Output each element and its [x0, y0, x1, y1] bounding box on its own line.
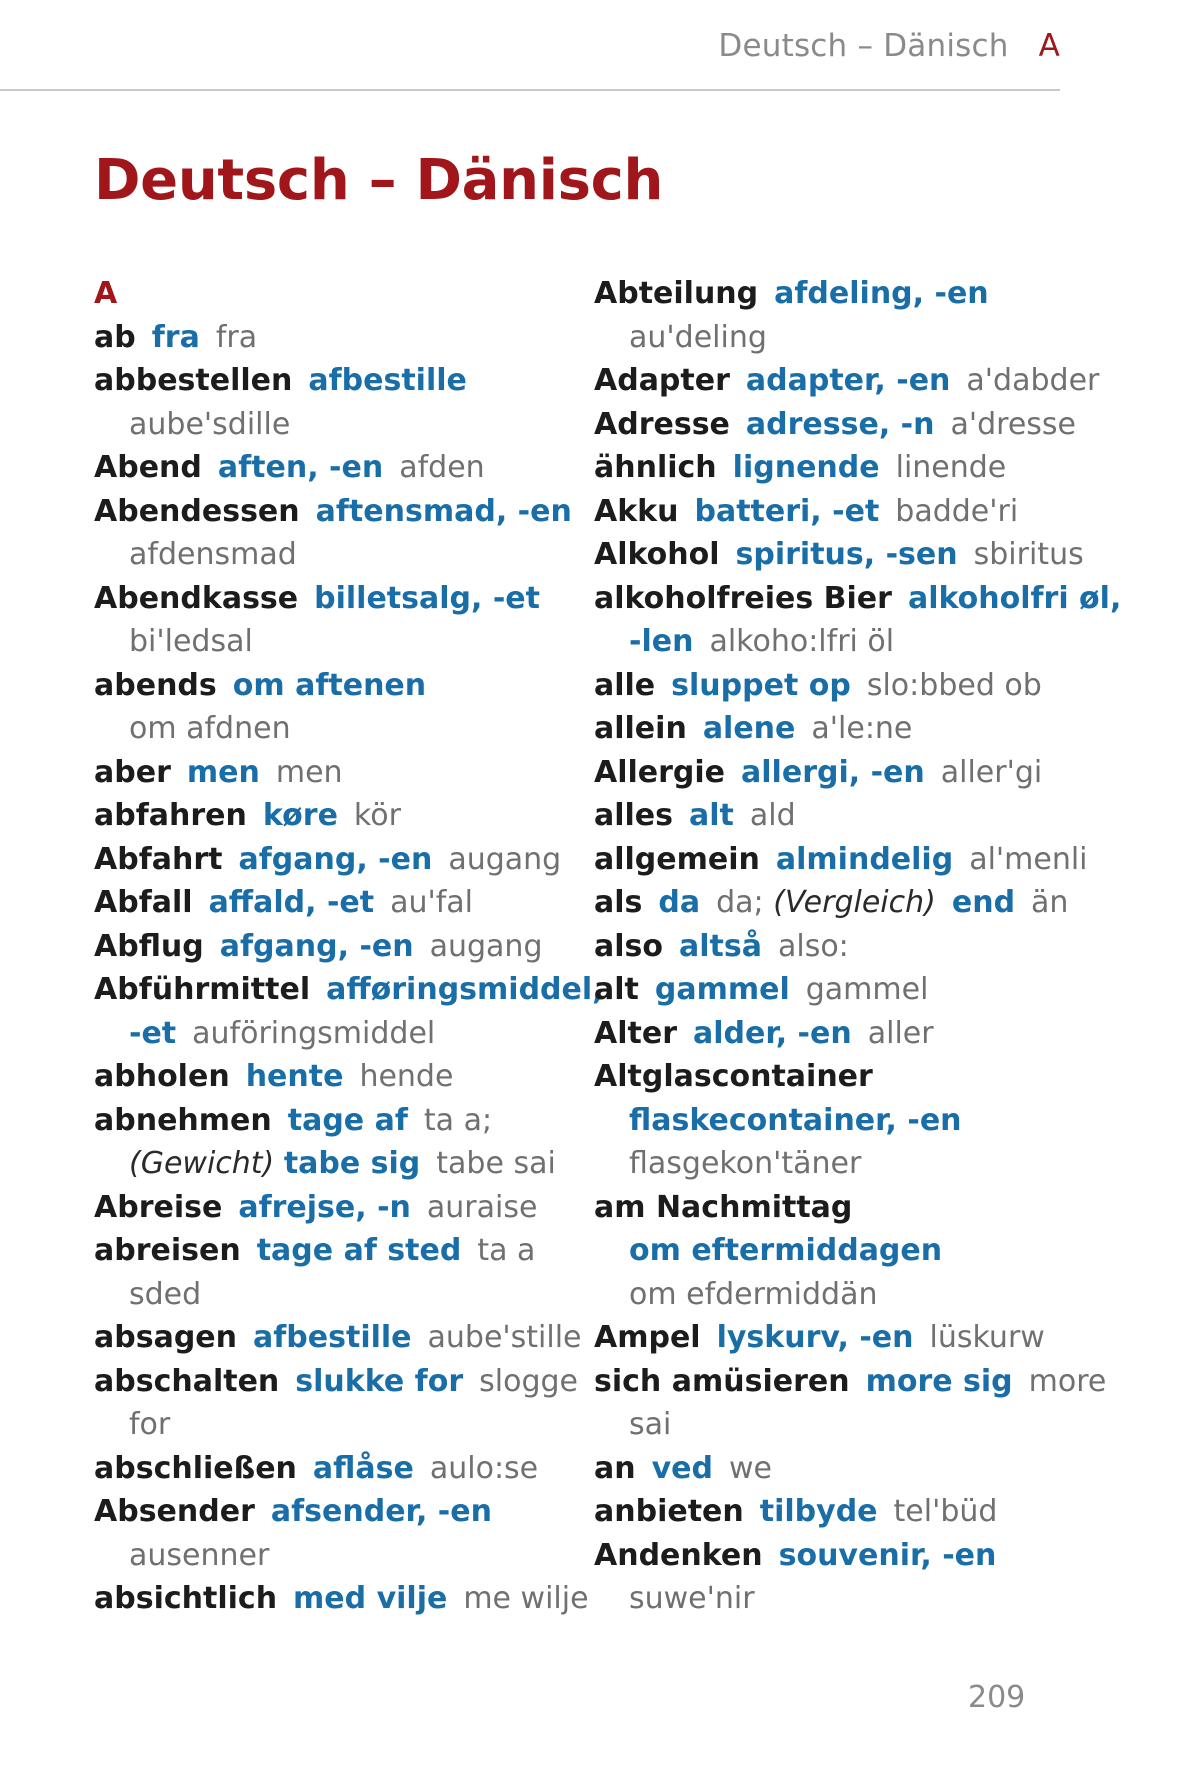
- entry-abschliessen: [94, 1447, 564, 1491]
- pronunciation: tel'büd: [893, 1494, 998, 1529]
- headword: abends: [94, 667, 217, 703]
- headword: Altglascontainer: [594, 1059, 873, 1094]
- headword: absichtlich: [94, 1581, 278, 1616]
- translation: afrejse, -n: [238, 1189, 411, 1225]
- translation-continued: -len: [629, 624, 694, 659]
- usage-note: (Gewicht): [129, 1146, 275, 1181]
- translation-alt: end: [951, 885, 1016, 920]
- translation: alene: [702, 711, 796, 746]
- pronunciation: al'menli: [969, 841, 1088, 877]
- pronunciation: alkoho:lfri öl: [709, 624, 895, 659]
- pronunciation: sbiritus: [973, 537, 1084, 572]
- translation: afbestille: [253, 1320, 412, 1355]
- entry-alkoholfreies-bier: [594, 577, 1122, 621]
- translation: aftensmad, -en: [315, 493, 572, 529]
- translation: spiritus, -sen: [735, 537, 958, 572]
- pronunciation: au'fal: [390, 885, 474, 920]
- headword: also: [594, 928, 663, 964]
- pronunciation-alt: tabe sai: [436, 1146, 556, 1181]
- entry-als: [594, 881, 1084, 925]
- translation: gammel: [654, 972, 790, 1007]
- headword: Adresse: [594, 406, 730, 442]
- header-rule: [0, 89, 1060, 91]
- headword: allein: [594, 711, 687, 746]
- entry-absagen: [94, 1316, 582, 1360]
- pronunciation: om efdermiddän: [629, 1276, 878, 1312]
- entry-altglascontainer: [594, 1055, 1084, 1099]
- translation: tage af: [287, 1102, 408, 1138]
- headword: alt: [594, 972, 639, 1007]
- translation: affald, -et: [208, 885, 375, 920]
- translation: altså: [679, 928, 762, 964]
- entry-allein: [594, 707, 1084, 751]
- headword: absagen: [94, 1320, 237, 1355]
- entry-andenken: [594, 1534, 1084, 1578]
- pronunciation: kör: [353, 798, 401, 833]
- pronunciation: flasgekon'täner: [629, 1146, 862, 1181]
- entry-adapter: [594, 359, 1100, 403]
- entry-absichtlich: [94, 1577, 589, 1621]
- headword: Akku: [594, 493, 679, 529]
- translation: om aftenen: [232, 667, 427, 703]
- translation: more sig: [865, 1363, 1013, 1399]
- usage-note: (Vergleich): [773, 885, 936, 920]
- translation: sluppet op: [671, 667, 851, 703]
- entry-abbestellen: [94, 359, 564, 403]
- pronunciation-continued: sai: [629, 1407, 672, 1442]
- page-title: Deutsch – Dänisch: [94, 148, 664, 213]
- entry-absender: [94, 1490, 564, 1534]
- translation: om eftermiddagen: [629, 1233, 943, 1268]
- headword: Abteilung: [594, 276, 759, 311]
- translation: alt: [689, 798, 734, 833]
- left-column: [94, 272, 604, 1621]
- entry-an: [594, 1447, 1084, 1491]
- translation: alkoholfri øl,: [907, 580, 1122, 616]
- entry-abfahrt: [94, 838, 564, 882]
- translation: alder, -en: [692, 1015, 852, 1051]
- translation: batteri, -et: [694, 493, 880, 529]
- translation-continued: -et: [129, 1015, 177, 1051]
- entry-adresse: [594, 403, 1084, 447]
- running-head-title: Deutsch – Dänisch: [718, 28, 1009, 64]
- entry-akku: [594, 490, 1084, 534]
- headword: allgemein: [594, 841, 760, 877]
- translation: almindelig: [775, 841, 954, 877]
- pronunciation-continued: for: [129, 1407, 171, 1442]
- right-column: [594, 272, 1122, 1621]
- pronunciation: aube'sdille: [129, 406, 291, 442]
- translation: afbestille: [308, 363, 467, 398]
- translation: allergi, -en: [741, 754, 925, 790]
- pronunciation: bi'ledsal: [129, 624, 253, 659]
- headword: Adapter: [594, 363, 730, 398]
- translation: afdeling, -en: [774, 276, 989, 311]
- pronunciation: ta a: [477, 1233, 536, 1268]
- headword: Abreise: [94, 1189, 223, 1225]
- entry-alt: [594, 968, 1084, 1012]
- entry-abendkasse: [94, 577, 564, 621]
- headword: anbieten: [594, 1494, 744, 1529]
- translation: billetsalg, -et: [314, 580, 540, 616]
- pronunciation: ald: [749, 798, 796, 833]
- translation: afsender, -en: [270, 1494, 492, 1529]
- headword: am Nachmittag: [594, 1189, 853, 1225]
- entry-abnehmen: [94, 1099, 564, 1143]
- pronunciation-alt: än: [1031, 885, 1069, 920]
- entry-alles: [594, 794, 1084, 838]
- entry-alter: [594, 1012, 1084, 1056]
- entry-abreise: [94, 1186, 564, 1230]
- pronunciation: afdensmad: [129, 537, 297, 572]
- entry-abflug: [94, 925, 564, 969]
- translation: tage af sted: [256, 1233, 462, 1268]
- pronunciation: a'le:ne: [811, 711, 913, 746]
- entry-abholen: [94, 1055, 564, 1099]
- pronunciation: auraise: [426, 1189, 538, 1225]
- translation: lignende: [732, 450, 880, 485]
- pronunciation: slogge: [479, 1363, 579, 1399]
- headword: Absender: [94, 1494, 255, 1529]
- headword: alles: [594, 798, 674, 833]
- headword: abreisen: [94, 1233, 241, 1268]
- entry-alkohol: [594, 533, 1084, 577]
- page-number: 209: [968, 1680, 1026, 1715]
- pronunciation: gammel: [805, 972, 929, 1007]
- translation: slukke for: [295, 1363, 464, 1399]
- headword: aber: [94, 754, 171, 790]
- headword: abnehmen: [94, 1102, 272, 1138]
- pronunciation: more: [1028, 1363, 1107, 1399]
- entry-sich-amuesieren: [594, 1360, 1107, 1404]
- headword: Abfahrt: [94, 841, 223, 877]
- headword: Alter: [594, 1015, 677, 1051]
- pronunciation: au'deling: [629, 319, 767, 355]
- pronunciation: a'dresse: [950, 406, 1077, 442]
- pronunciation: augang: [429, 928, 543, 964]
- entry-alle: [594, 664, 1084, 708]
- translation: køre: [262, 798, 338, 833]
- pronunciation: hende: [359, 1059, 454, 1094]
- headword: Abfall: [94, 885, 193, 920]
- entry-abfahren: [94, 794, 564, 838]
- entry-aber: [94, 751, 564, 795]
- pronunciation: auföringsmiddel: [192, 1015, 436, 1051]
- pronunciation: aulo:se: [429, 1450, 539, 1486]
- pronunciation-continued: sded: [129, 1276, 202, 1312]
- headword: alkoholfreies Bier: [594, 580, 892, 616]
- translation: lyskurv, -en: [716, 1320, 914, 1355]
- section-letter: A: [94, 276, 118, 311]
- pronunciation: men: [275, 754, 343, 790]
- pronunciation: fra: [215, 319, 258, 355]
- entry-also: [594, 925, 1084, 969]
- headword: Abflug: [94, 928, 204, 964]
- pronunciation: slo:bbed ob: [866, 667, 1042, 703]
- translation: da: [658, 885, 701, 920]
- translation: souvenir, -en: [778, 1537, 997, 1573]
- headword: abholen: [94, 1059, 230, 1094]
- translation: hente: [245, 1059, 344, 1094]
- entry-allergie: [594, 751, 1084, 795]
- pronunciation: aube'stille: [427, 1320, 582, 1355]
- headword: Ampel: [594, 1320, 701, 1355]
- pronunciation: augang: [448, 841, 562, 877]
- headword: abschalten: [94, 1363, 280, 1399]
- entry-abschalten: [94, 1360, 579, 1404]
- pronunciation: ausenner: [129, 1537, 270, 1573]
- entry-ab: [94, 316, 564, 360]
- translation: aflåse: [312, 1450, 414, 1486]
- entry-ampel: [594, 1316, 1084, 1360]
- translation-alt: tabe sig: [283, 1146, 421, 1181]
- headword: sich amüsieren: [594, 1363, 850, 1399]
- pronunciation: da;: [716, 885, 764, 920]
- entry-abteilung: [594, 272, 1084, 316]
- headword: Andenken: [594, 1537, 763, 1573]
- headword: an: [594, 1450, 636, 1486]
- translation: adapter, -en: [745, 363, 951, 398]
- entry-abend: [94, 446, 564, 490]
- pronunciation: we: [729, 1450, 772, 1486]
- translation: men: [186, 754, 260, 790]
- headword: ähnlich: [594, 450, 717, 485]
- translation: adresse, -n: [745, 406, 935, 442]
- pronunciation: a'dabder: [966, 363, 1100, 398]
- pronunciation: aller'gi: [940, 754, 1043, 790]
- headword: abbestellen: [94, 363, 293, 398]
- translation: afgang, -en: [238, 841, 433, 877]
- entry-abreisen: [94, 1229, 564, 1273]
- pronunciation: om afdnen: [129, 711, 291, 746]
- translation: med vilje: [293, 1581, 448, 1616]
- pronunciation: afden: [399, 450, 485, 485]
- headword: abfahren: [94, 798, 247, 833]
- entry-abfuehrmittel: [94, 968, 604, 1012]
- headword: alle: [594, 667, 656, 703]
- translation: tilbyde: [759, 1494, 878, 1529]
- entry-am-nachmittag: [594, 1186, 1084, 1230]
- headword: Allergie: [594, 754, 726, 790]
- translation: ved: [651, 1450, 713, 1486]
- entry-abends: [94, 664, 564, 708]
- pronunciation: lüskurw: [929, 1320, 1045, 1355]
- pronunciation: me wilje: [463, 1581, 589, 1616]
- translation: aften, -en: [217, 450, 384, 485]
- pronunciation: badde'ri: [895, 493, 1019, 529]
- pronunciation: also:: [777, 928, 849, 964]
- entry-aehnlich: [594, 446, 1084, 490]
- running-head-letter: A: [1038, 28, 1060, 64]
- translation: fra: [151, 319, 200, 355]
- pronunciation: ta a;: [423, 1102, 493, 1138]
- headword: als: [594, 885, 643, 920]
- entry-anbieten: [594, 1490, 1084, 1534]
- pronunciation: linende: [895, 450, 1007, 485]
- headword: abschließen: [94, 1450, 297, 1486]
- headword: Abführmittel: [94, 972, 311, 1007]
- translation: afgang, -en: [219, 928, 414, 964]
- translation: afføringsmiddel,: [326, 972, 604, 1007]
- entry-allgemein: [594, 838, 1088, 882]
- headword: Abend: [94, 450, 202, 485]
- headword: Abendkasse: [94, 580, 299, 616]
- translation: flaskecontainer, -en: [629, 1102, 962, 1138]
- entry-abendessen: [94, 490, 572, 534]
- headword: Abendessen: [94, 493, 300, 529]
- headword: ab: [94, 319, 136, 355]
- headword: Alkohol: [594, 537, 720, 572]
- pronunciation: aller: [867, 1015, 934, 1051]
- entry-abfall: [94, 881, 564, 925]
- running-head: [0, 28, 1060, 64]
- pronunciation: suwe'nir: [629, 1581, 755, 1616]
